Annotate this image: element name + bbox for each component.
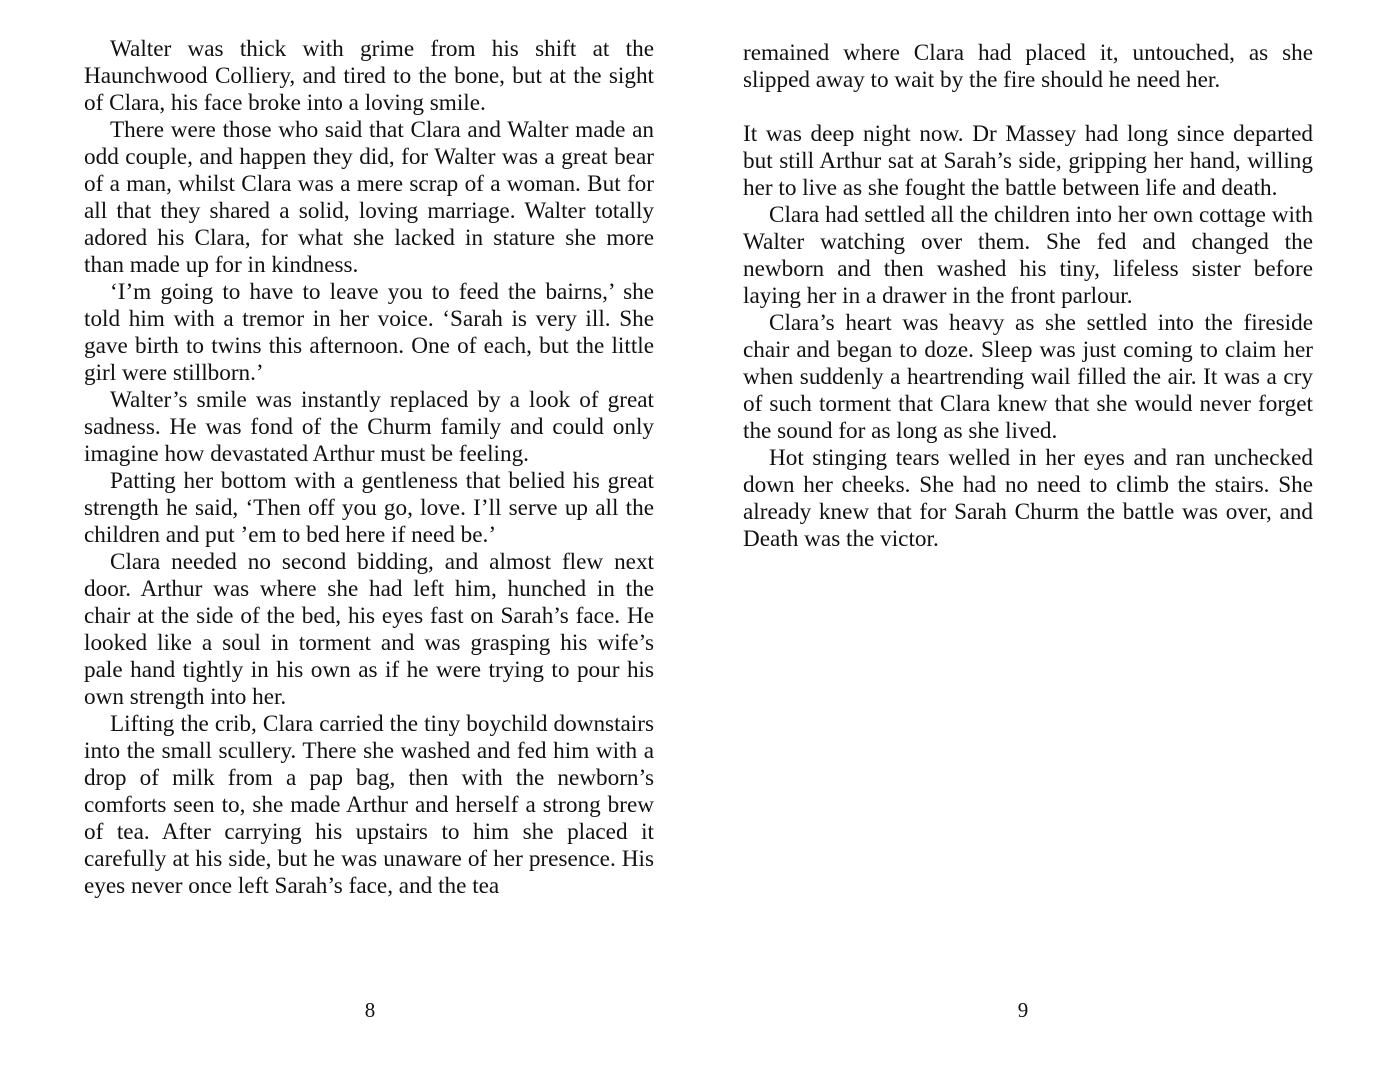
- paragraph: ‘I’m going to have to leave you to feed the bairns,’ she told him with a tremor in her voice. ‘Sarah is very ill. She gave birth to twins this afternoon. One of each, but the little girl were stillborn.’: [84, 279, 654, 386]
- paragraph: Lifting the crib, Clara carried the tiny boychild downstairs into the small scullery. There she washed and fed him with a drop of milk from a pap bag, then with the newborn’s comforts seen to, she made Arthur and herself a strong brew of tea. After carrying his upstairs to him she placed it carefully at his side, but he was unaware of her presence. His eyes never once left Sarah’s face, and the tea: [84, 711, 654, 899]
- page-number: 8: [364, 998, 376, 1022]
- paragraph: It was deep night now. Dr Massey had long since departed but still Arthur sat at Sarah’s side, gripping her hand, willing her to live as she fought the battle between life and death.: [743, 121, 1313, 201]
- continued-paragraph: remained where Clara had placed it, untouched, as she slipped away to wait by the fire should he need her.: [743, 40, 1313, 93]
- paragraph: Hot stinging tears welled in her eyes and ran unchecked down her cheeks. She had no need to climb the stairs. She already knew that for Sarah Churm the battle was over, and Death was the victor.: [743, 445, 1313, 552]
- paragraph: Walter’s smile was instantly replaced by a look of great sadness. He was fond of the Churm family and could only imagine how devastated Arthur must be feeling.: [84, 387, 654, 467]
- paragraph: Walter was thick with grime from his shift at the Haunchwood Colliery, and tired to the bone, but at the sight of Clara, his face broke into a loving smile.: [84, 36, 654, 116]
- right-page: [688, 0, 1376, 1080]
- page-number: 9: [1017, 998, 1029, 1022]
- right-page-text: [743, 40, 1313, 553]
- paragraph: There were those who said that Clara and Walter made an odd couple, and happen they did, for Walter was a great bear of a man, whilst Clara was a mere scrap of a woman. But for all that they shared a solid, loving marriage. Walter totally adored his Clara, for what she lacked in stature she more than made up for in kindness.: [84, 117, 654, 278]
- paragraph: Clara had settled all the children into her own cottage with Walter watching over them. She fed and changed the newborn and then washed his tiny, lifeless sister before laying her in a drawer in the front parlour.: [743, 202, 1313, 309]
- paragraph: Clara needed no second bidding, and almost flew next door. Arthur was where she had left him, hunched in the chair at the side of the bed, his eyes fast on Sarah’s face. He looked like a soul in torment and was grasping his wife’s pale hand tightly in his own as if he were trying to pour his own strength into her.: [84, 549, 654, 710]
- left-page-text: [84, 36, 654, 900]
- paragraph: Patting her bottom with a gentleness that belied his great strength he said, ‘Then off you go, love. I’ll serve up all the children and put ’em to bed here if need be.’: [84, 468, 654, 548]
- paragraph: Clara’s heart was heavy as she settled into the fireside chair and began to doze. Sleep was just coming to claim her when suddenly a heartrending wail filled the air. It was a cry of such torment that Clara knew that she would never forget the sound for as long as she lived.: [743, 310, 1313, 444]
